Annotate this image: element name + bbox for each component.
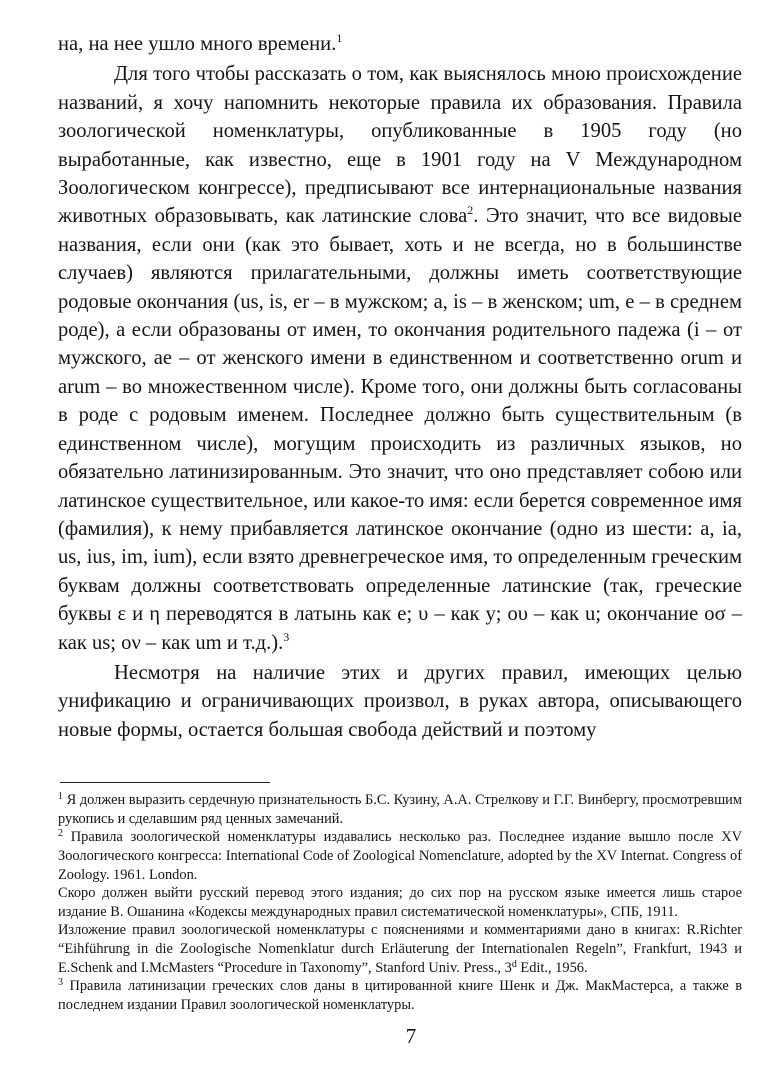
- paragraph-2-text: Для того чтобы рассказать о том, как выяснялось мною происхождение названий, я хочу напомнить некоторые правила их образования. Правила зоологической номенклатуры, опубликованные в 1905 году (но выработанные, как известно, еще в 1901 году на V Международном Зоологическом конгрессе), предписывают все интернациональные названия животных образовывать, как латинские слова: [58, 63, 742, 228]
- footnote-mark: 1: [58, 791, 63, 803]
- footnote-ref-3: 3: [283, 629, 290, 644]
- footnote-2-continued-b: [58, 921, 742, 977]
- page-number: 7: [405, 1024, 417, 1048]
- ordinal-suffix: d: [511, 958, 517, 970]
- footnote-1: [58, 791, 742, 828]
- footnote-text: Правила латинизации греческих слов даны в цитированной книге Шенк и Дж. МакМастерса, а также в последнем издании Правил зоологической номенклатуры.: [58, 978, 742, 1013]
- footnote-text: Я должен выразить сердечную признательность Б.С. Кузину, А.А. Стрелкову и Г.Г. Винбергу, просмотревшим рукопись и сделавшим ряд ценных замечаний.: [58, 792, 742, 827]
- footnote-text-cont: Edit., 1956.: [516, 959, 588, 976]
- body-text: [58, 30, 742, 744]
- footnote-ref-1: 1: [336, 31, 343, 45]
- paragraph-2-text-cont: . Это значит, что все видовые названия, если они (как это бывает, хоть и не всегда, но в большинстве случаев) являются прилагательными, должны иметь соответствующие родовые окончания (us, is, er – в мужском; a, is – в женском; um, e – в среднем роде), а если образованы от имен, то окончания родительного падежа (i – от мужского, ae – от женского имени в единственном и соответственно orum и arum – во множественном числе). Кроме того, они должны быть согласованы в роде с родовым именем. Последнее должно быть существительным (в единственном числе), могущим происходить из различных языков, но обязательно латинизированным. Это значит, что оно представляет собою или латинское существительное, или какое-то имя: если берется современное имя (фамилия), к нему прибавляется латинское окончание (одно из шести: a, ia, us, ius, im, ium), если взято древнегреческое имя, то определенным греческим буквам должны соответствовать определенные латинские (так, греческие буквы ε и η переводятся в латынь как e; υ – как y; ου – как u; окончание οσ – как us; ον – как um и т.д.).: [58, 205, 742, 654]
- footnote-text: Правила зоологической номенклатуры издавались несколько раз. Последнее издание вышло после XV Зоологического конгресса: International Code of Zoological Nomenclature, adopted by the XV Internat. Congress of Zoology. 1961. London.: [58, 829, 742, 883]
- footnote-divider: [60, 782, 270, 783]
- footnote-2-continued-a: [58, 884, 742, 921]
- footnote-3: [58, 977, 742, 1014]
- footnote-text: Скоро должен выйти русский перевод этого издания; до сих пор на русском языке имеется лишь старое издание В. Ошанина «Кодексы международных правил систематической номенклатуры», СПБ, 1911.: [58, 885, 742, 920]
- footnote-mark: 3: [58, 977, 63, 989]
- footnote-ref-2: 2: [467, 203, 474, 218]
- page-content: [58, 30, 742, 1014]
- paragraph-1: [58, 30, 742, 58]
- paragraph-3: [58, 659, 742, 744]
- footnotes: [58, 791, 742, 1014]
- paragraph-2: [58, 60, 742, 657]
- footnote-text: Изложение правил зоологической номенклатуры с пояснениями и комментариями дано в книгах: R.Richter “Eihführung in die Zoologische Nomenklatur durch Erläuterung der Internationalen Regeln”, Frankfurt, 1943 и E.Schenk and I.McMasters “Procedure in Taxonomy”, Stanford Univ. Press., 3: [58, 922, 742, 976]
- footnote-mark: 2: [58, 828, 63, 840]
- paragraph-1-text: на, на нее ушло много времени.: [58, 33, 337, 55]
- footnote-2: [58, 828, 742, 884]
- paragraph-3-text: Несмотря на наличие этих и других правил, имеющих целью унификацию и ограничивающих произвол, в руках автора, описывающего новые формы, остается большая свобода действий и поэтому: [58, 661, 742, 741]
